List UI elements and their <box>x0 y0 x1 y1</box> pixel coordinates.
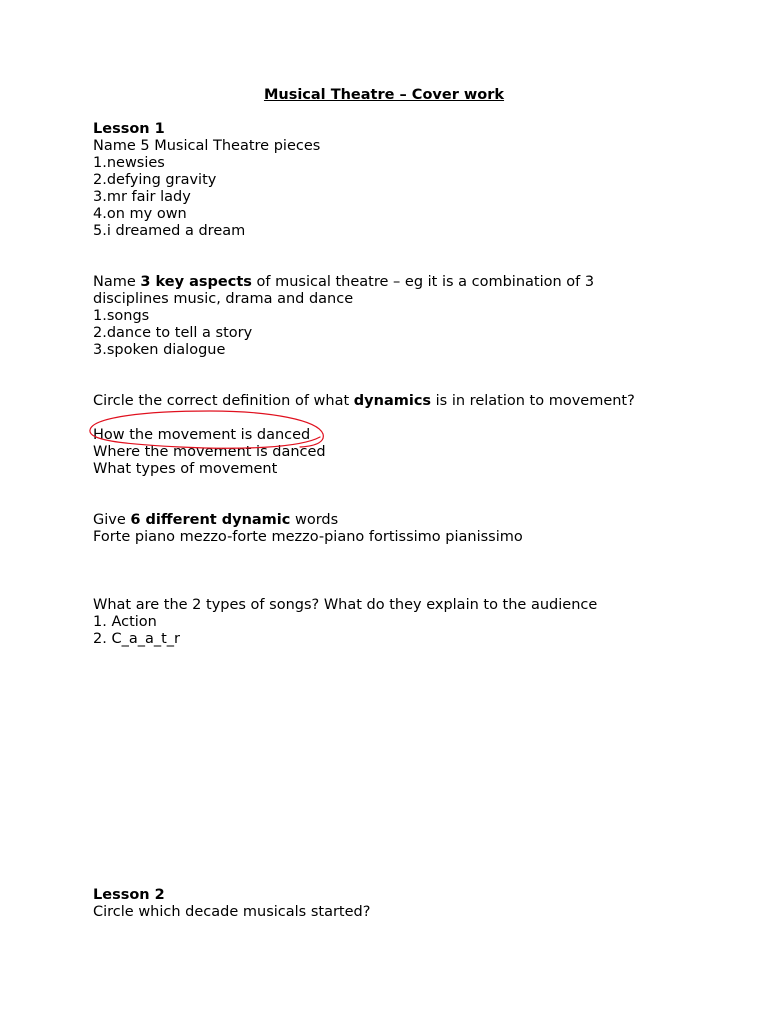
lesson1-heading: Lesson 1 <box>93 121 165 137</box>
q4-prompt: Give 6 different dynamic words <box>93 512 339 528</box>
lesson1-section <box>93 121 713 240</box>
q1-prompt: Name 5 Musical Theatre pieces <box>93 138 321 154</box>
q2-prompt-line2: disciplines music, drama and dance <box>93 291 354 307</box>
q4-section <box>93 512 713 546</box>
q3-option-3: What types of movement <box>93 461 278 477</box>
q2-prompt: Name 3 key aspects of musical theatre – eg it is a combination of 3 <box>93 274 595 290</box>
q3-option-2: Where the movement is danced <box>93 444 326 460</box>
document-title: Musical Theatre – Cover work <box>263 87 505 103</box>
lesson2-q1-prompt: Circle which decade musicals started? <box>93 904 371 920</box>
q4-answer: Forte piano mezzo-forte mezzo-piano fortissimo pianissimo <box>93 529 523 545</box>
q5-section <box>93 597 713 648</box>
lesson2-section <box>93 887 713 921</box>
q5-prompt: What are the 2 types of songs? What do they explain to the audience <box>93 597 598 613</box>
lesson2-heading: Lesson 2 <box>93 887 165 903</box>
q1-answer-4: 4.on my own <box>93 206 187 222</box>
q2-section <box>93 274 713 359</box>
q1-answer-2: 2.defying gravity <box>93 172 217 188</box>
q3-options <box>93 427 713 478</box>
q2-answer-3: 3.spoken dialogue <box>93 342 226 358</box>
q3-option-1: How the movement is danced <box>93 427 311 443</box>
q5-answer-1: 1. Action <box>93 614 157 630</box>
q5-answer-2: 2. C_a_a_t_r <box>93 631 180 647</box>
q1-answer-5: 5.i dreamed a dream <box>93 223 246 239</box>
q2-answer-2: 2.dance to tell a story <box>93 325 253 341</box>
q2-answer-1: 1.songs <box>93 308 150 324</box>
q3-prompt: Circle the correct definition of what dynamics is in relation to movement? <box>93 393 635 409</box>
q3-section <box>93 393 713 410</box>
q1-answer-3: 3.mr fair lady <box>93 189 191 205</box>
q1-answer-1: 1.newsies <box>93 155 165 171</box>
